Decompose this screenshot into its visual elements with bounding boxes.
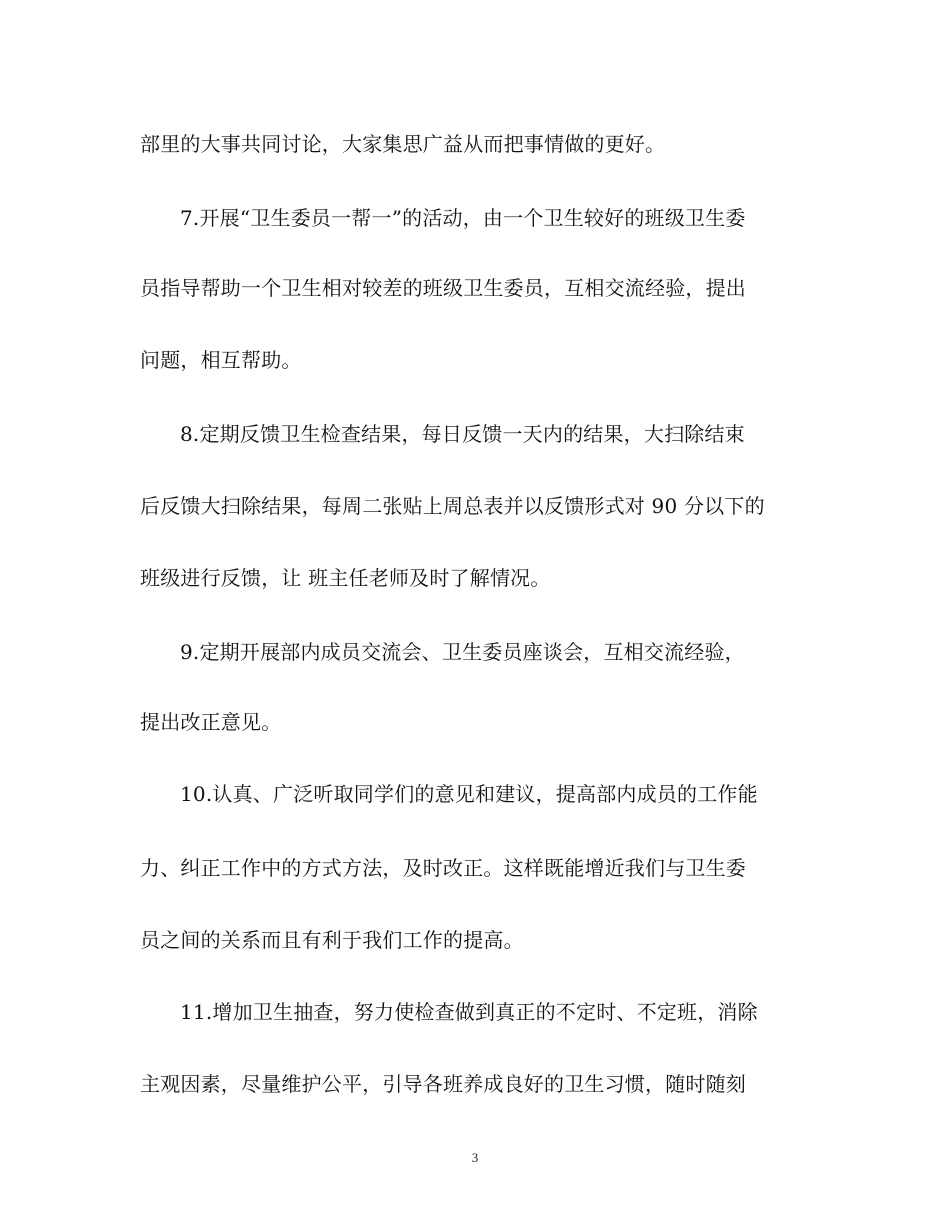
text-line-8: 9.定期开展部内成员交流会、卫生委员座谈会，互相交流经验， xyxy=(180,640,745,664)
text-line-14: 主观因素，尽量维护公平，引导各班养成良好的卫生习惯，随时随刻 xyxy=(140,1072,746,1096)
text-line-4: 问题，相互帮助。 xyxy=(140,348,302,372)
text-line-9: 提出改正意见。 xyxy=(140,710,282,734)
text-line-13: 11.增加卫生抽查，努力使检查做到真正的不定时、不定班，消除 xyxy=(180,1000,758,1024)
text-line-2: 7.开展“卫生委员一帮一”的活动，由一个卫生较好的班级卫生委 xyxy=(180,206,746,230)
text-line-6: 后反馈大扫除结果，每周二张贴上周总表并以反馈形式对 90 分以下的 xyxy=(140,494,765,518)
page-number: 3 xyxy=(471,1150,479,1165)
text-line-3: 员指导帮助一个卫生相对较差的班级卫生委员，互相交流经验，提出 xyxy=(140,276,746,300)
text-line-12: 员之间的关系而且有利于我们工作的提高。 xyxy=(140,928,524,952)
text-line-10: 10.认真、广泛听取同学们的意见和建议，提高部内成员的工作能 xyxy=(180,782,758,806)
text-line-5: 8.定期反馈卫生检查结果，每日反馈一天内的结果，大扫除结束 xyxy=(180,422,745,446)
text-line-11: 力、纠正工作中的方式方法，及时改正。这样既能增近我们与卫生委 xyxy=(140,856,746,880)
text-line-1: 部里的大事共同讨论，大家集思广益从而把事情做的更好。 xyxy=(140,132,666,156)
text-line-7: 班级进行反馈，让 班主任老师及时了解情况。 xyxy=(140,566,551,590)
